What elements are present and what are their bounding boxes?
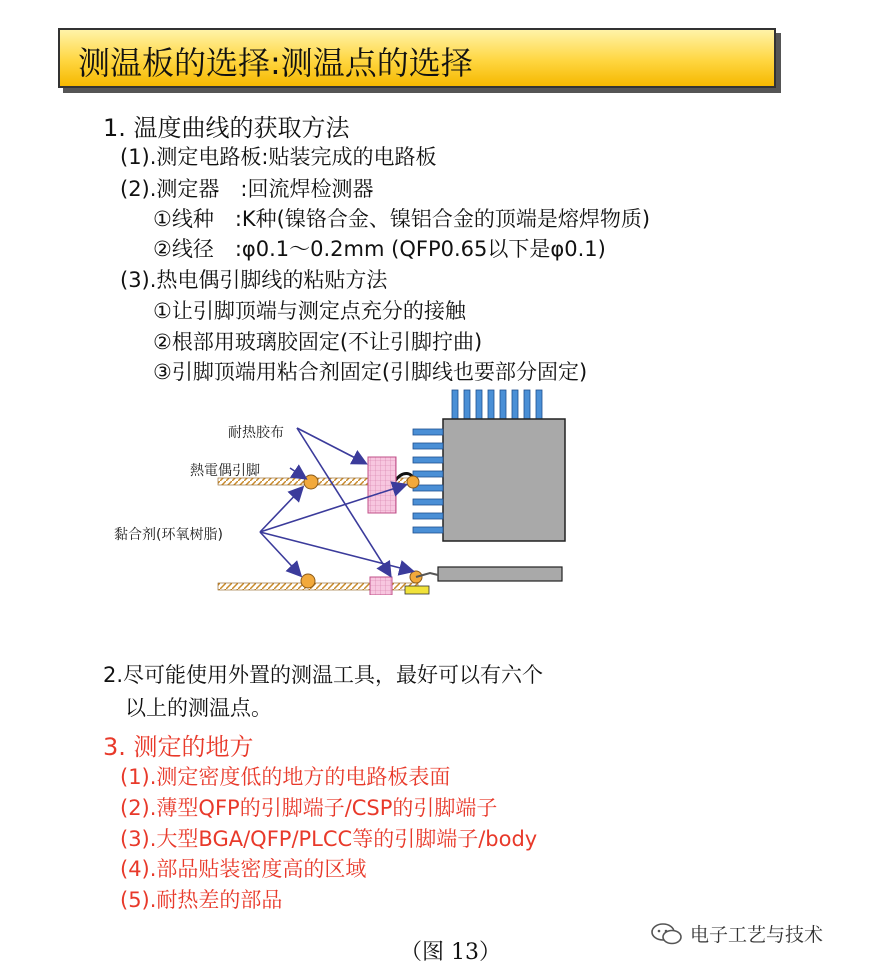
adhesive-dot <box>301 574 315 588</box>
section1-subitem: ①让引脚顶端与测定点充分的接触 <box>153 299 466 323</box>
adhesive-dot <box>407 476 419 488</box>
wechat-icon <box>650 922 684 946</box>
section3-heading: 3. 测定的地方 <box>103 733 254 761</box>
section1-item: (3).热电偶引脚线的粘贴方法 <box>120 268 388 292</box>
section3-item: (3).大型BGA/QFP/PLCC等的引脚端子/body <box>120 827 538 851</box>
section3-item: (2).薄型QFP的引脚端子/CSP的引脚端子 <box>120 796 498 820</box>
label-tape: 耐热胶布 <box>228 425 284 441</box>
section3-item: (5).耐热差的部品 <box>120 888 283 912</box>
section2-line1: 2.尽可能使用外置的测温工具，最好可以有六个 <box>103 663 544 687</box>
section1-subitem: ②根部用玻璃胶固定(不让引脚拧曲) <box>153 330 483 354</box>
page-title: 测温板的选择:测温点的选择 <box>78 44 473 82</box>
heat-tape <box>368 457 396 513</box>
section1-subitem: ①线种 :K种(镍铬合金、镍铝合金的顶端是熔焊物质) <box>153 207 651 231</box>
section1-heading: 1. 温度曲线的获取方法 <box>103 114 350 142</box>
section1-item: (1).测定电路板:贴装完成的电路板 <box>120 145 437 169</box>
adhesive-dot <box>304 475 318 489</box>
qfp-side <box>438 567 562 581</box>
section1-subitem: ③引脚顶端用粘合剂固定(引脚线也要部分固定) <box>153 360 588 384</box>
figure-caption: （图 13） <box>400 940 501 965</box>
section1-item: (2).测定器 :回流焊检测器 <box>120 177 374 201</box>
section3-item: (4).部品贴装密度高的区域 <box>120 857 367 881</box>
watermark <box>650 920 823 947</box>
section2-line2: 以上的测温点。 <box>125 696 272 720</box>
section3-item: (1).测定密度低的地方的电路板表面 <box>120 765 451 789</box>
label-thermocouple: 熱電偶引脚 <box>190 463 260 479</box>
top-leads <box>452 390 542 420</box>
watermark-text: 电子工艺与技术 <box>690 924 824 946</box>
title-banner <box>58 28 776 88</box>
thermocouple-diagram <box>100 385 600 595</box>
heat-tape-lower <box>370 577 392 595</box>
section1-subitem: ②线径 :φ0.1～0.2mm (QFP0.65以下是φ0.1) <box>153 237 606 261</box>
label-adhesive: 黏合剂(环氧树脂) <box>114 527 223 543</box>
qfp-body <box>443 419 565 541</box>
